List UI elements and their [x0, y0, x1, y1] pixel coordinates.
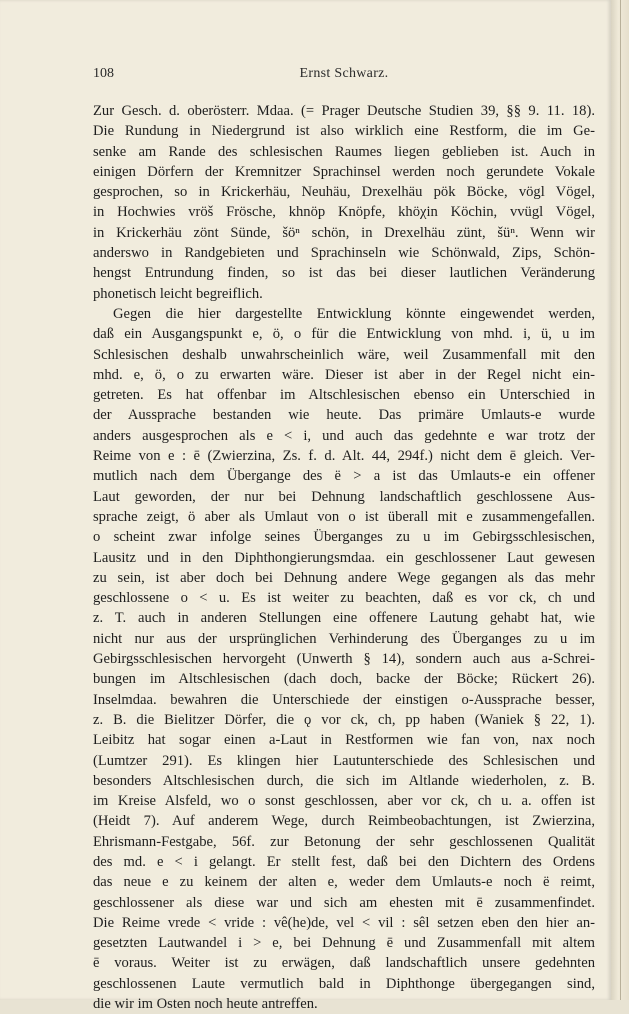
text-line: des md. e < i gelangt. Er stellt fest, daß bei den Dichtern des Ordens	[93, 853, 595, 870]
text-line: zu sein, ist aber doch bei Dehnung andere Wege gegangen als das mehr	[93, 569, 595, 586]
text-line: das neue e zu keinem der alten e, weder dem Umlauts-e noch ë reimt,	[93, 874, 595, 891]
text-line: Zur Gesch. d. oberösterr. Mdaa. (= Prager Deutsche Studien 39, §§ 9. 11. 18).	[93, 103, 595, 119]
text-line: o scheint zwar infolge seines Überganges zu u im Gebirgsschlesischen,	[93, 529, 595, 546]
text-line: besonders Altschlesischen durch, die sich im Altlande wiederholen, z. B.	[93, 772, 595, 789]
body-text	[93, 101, 595, 1014]
text-line: geschlossene o < u. Es ist weiter zu beachten, daß es vor ck, ch und	[93, 590, 595, 607]
text-line: senke am Rande des schlesischen Raumes liegen geblieben ist. Auch in	[93, 143, 595, 160]
page-edge-line	[620, 0, 621, 1000]
text-line: Die Reime vrede < vride : vê(he)de, vel < vil : sêl setzen eben den hier an-	[93, 914, 595, 931]
text-line: (Heidt 7). Auf anderem Wege, durch Reimbeobachtungen, ist Zwierzina,	[93, 813, 595, 830]
text-line: geschlossenen Laute vermutlich bald in Diphthonge übergegangen sind,	[93, 975, 595, 992]
text-line: Gegen die hier dargestellte Entwicklung könnte eingewendet werden,	[113, 305, 595, 322]
text-line: z. B. die Bielitzer Dörfer, die ǫ vor ck, ch, pp haben (Waniek § 22, 1).	[93, 711, 595, 728]
text-line: bungen im Altschlesischen (dach doch, backe der Böcke; Rückert 26).	[93, 671, 595, 688]
text-line: mhd. e, ö, o zu erwarten wäre. Dieser ist aber in der Regel nicht ein-	[93, 366, 595, 383]
page-number: 108	[93, 66, 114, 81]
text-line: nicht nur aus der ursprünglichen Verhinderung des Überganges zu u im	[93, 630, 595, 647]
text-line: einigen Dörfern der Kremnitzer Sprachinsel werden noch gerundete Vokale	[93, 163, 595, 180]
text-line: anderswo in Randgebieten und Sprachinseln wie Schönwald, Zips, Schön-	[93, 245, 595, 262]
text-line: (Lumtzer 291). Es klingen hier Lautunterschiede des Schlesischen und	[93, 752, 595, 769]
text-line: Die Rundung in Niedergrund ist also wirklich eine Restform, die im Ge-	[93, 123, 595, 140]
text-line: Leibitz hat sogar einen a-Laut in Restformen wie fan von, nax noch	[93, 732, 595, 749]
text-line: ē voraus. Weiter ist zu erwägen, daß landschaftlich unsere gedehnten	[93, 955, 595, 972]
text-line: mutlich nach dem Übergange des ë > a ist das Umlauts-e ein offener	[93, 468, 595, 485]
text-line: Schlesischen deshalb unwahrscheinlich wäre, weil Zusammenfall mit den	[93, 346, 595, 363]
text-line: daß ein Ausgangspunkt e, ö, o für die Entwicklung von mhd. i, ü, u im	[93, 326, 595, 343]
text-line: Laut geworden, der nur bei Dehnung landschaftlich geschlossene Aus-	[93, 488, 595, 505]
text-line: in Hochwies vröš Frösche, khnöp Knöpfe, khöχin Köchin, vvügl Vögel,	[93, 204, 595, 221]
text-line: getreten. Es hat offenbar im Altschlesischen ebenso ein Unterschied in	[93, 387, 595, 404]
text-line: Reime von e : ē (Zwierzina, Zs. f. d. Alt. 44, 294f.) nicht dem ē gleich. Ver-	[93, 448, 595, 465]
text-line: Inselmdaa. bewahren die Unterschiede der einstigen o-Aussprache besser,	[93, 691, 595, 708]
text-line: geschlossener als diese war und sich am ehesten mit ē zusammenfindet.	[93, 894, 595, 911]
text-line: hengst Entrundung finden, so ist das bei dieser lautlichen Veränderung	[93, 265, 595, 282]
text-line: Ehrismann-Festgabe, 56f. zur Betonung der sehr geschlossenen Qualität	[93, 833, 595, 850]
text-line: der Aussprache bestanden wie heute. Das primäre Umlauts-e wurde	[93, 407, 595, 424]
running-title: Ernst Schwarz.	[299, 66, 389, 81]
text-line: die wir im Osten noch heute antreffen.	[93, 996, 318, 1013]
text-line: in Krickerhäu zönt Sünde, šöⁿ schön, in Drexelhäu zünt, šüⁿ. Wenn wir	[93, 224, 595, 241]
text-line: Gebirgsschlesischen hervorgeht (Unwerth § 14), sondern auch aus a-Schrei-	[93, 651, 595, 668]
text-line: gesetzten Lautwandel i > e, bei Dehnung ē und Zusammenfall mit altem	[93, 935, 595, 952]
page-header	[93, 66, 595, 86]
text-line: im Kreise Alsfeld, wo o sonst geschlossen, aber vor ck, ch u. a. offen ist	[93, 793, 595, 810]
text-line: anders ausgesprochen als e < i, und auch das gedehnte e war trotz der	[93, 427, 595, 444]
text-line: z. T. auch in anderen Stellungen eine offenere Lautung gehabt hat, wie	[93, 610, 595, 627]
text-line: phonetisch leicht begreiflich.	[93, 285, 263, 302]
text-line: gesprochen, so in Krickerhäu, Neuhäu, Drexelhäu pök Böcke, vögl Vögel,	[93, 184, 595, 201]
text-line: sprache zeigt, ö aber als Umlaut von o ist überall mit e zusammengefallen.	[93, 508, 595, 525]
text-line: Lausitz und in den Diphthongierungsmdaa. ein geschlossener Laut gewesen	[93, 549, 595, 566]
